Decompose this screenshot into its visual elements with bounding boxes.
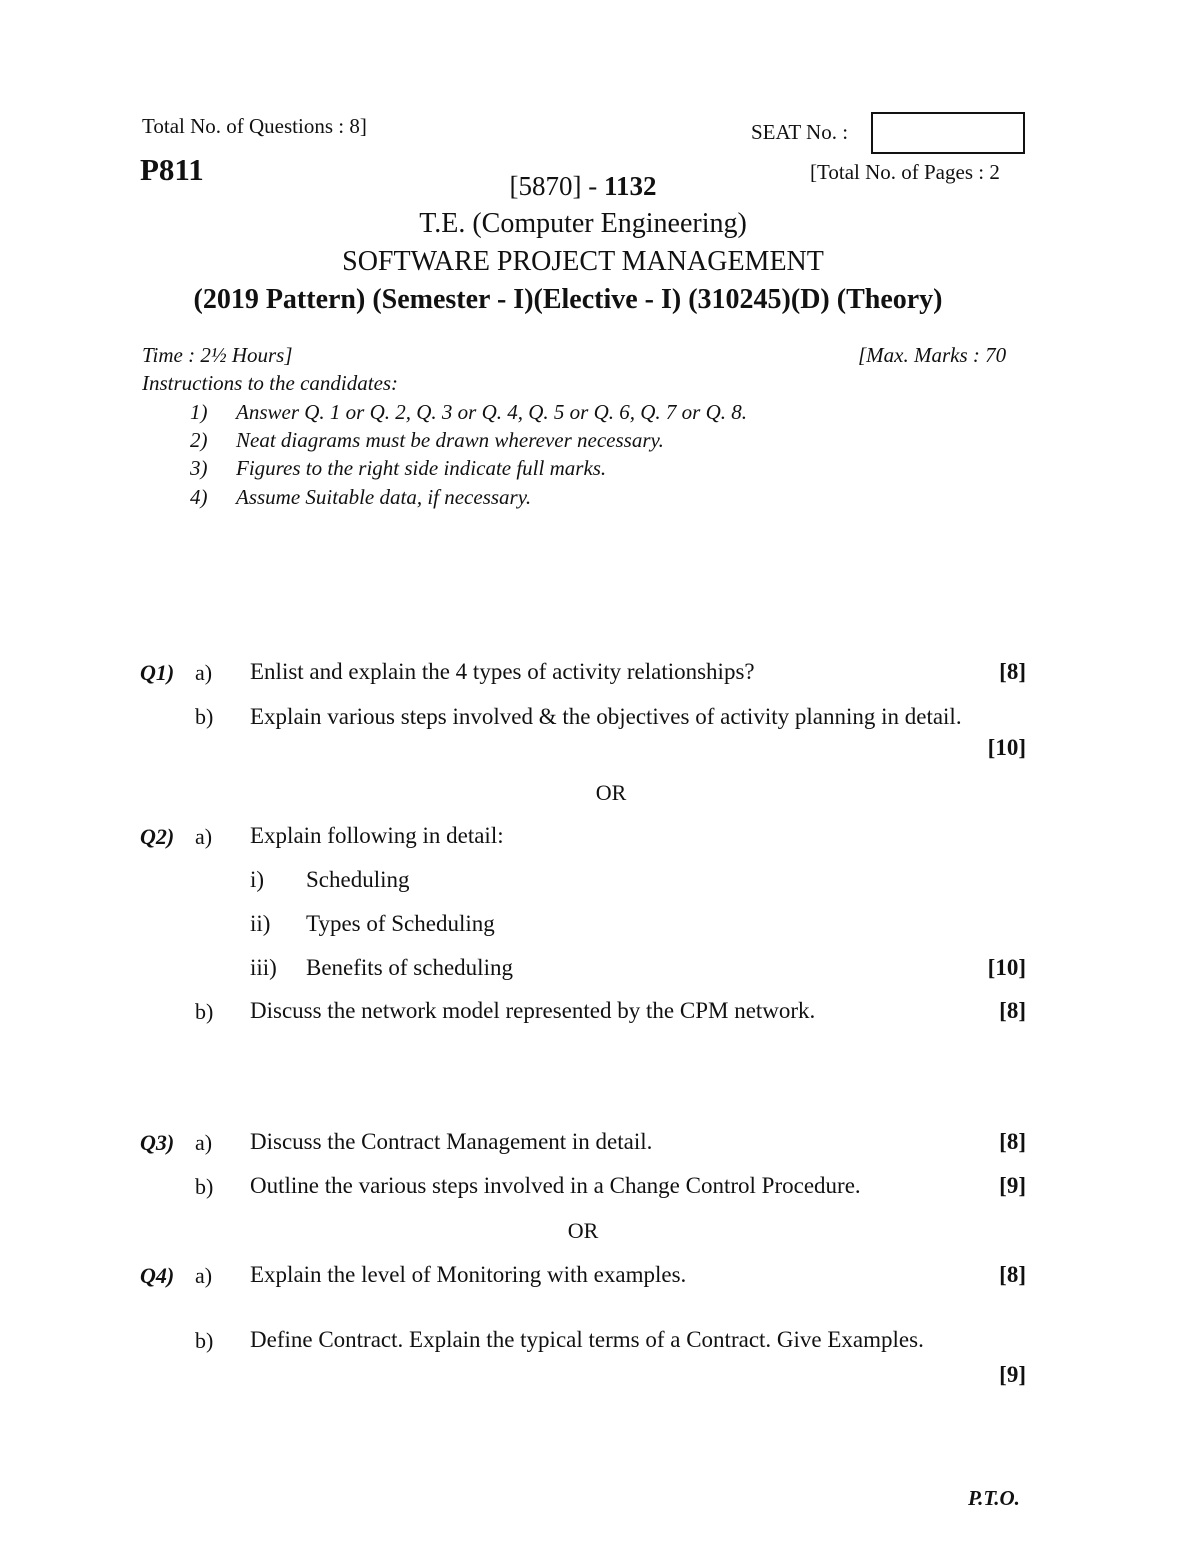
exam-time: Time : 2½ Hours] — [142, 343, 293, 367]
question-number-q1: Q1) — [140, 660, 175, 685]
question-number-q3: Q3) — [140, 1130, 175, 1155]
subject-title: SOFTWARE PROJECT MANAGEMENT — [342, 246, 824, 277]
instruction-number: 2) — [190, 428, 208, 452]
marks-label: [8] — [999, 1129, 1026, 1154]
instructions-heading: Instructions to the candidates: — [142, 371, 399, 395]
max-marks: [Max. Marks : 70 — [858, 343, 1007, 367]
paper-code-b: 1132 — [603, 171, 657, 201]
paper-code — [0, 171, 1166, 202]
please-turn-over: P.T.O. — [968, 1486, 1020, 1510]
total-pages: [Total No. of Pages : 2 — [810, 160, 1000, 184]
part-label: a) — [195, 1130, 213, 1155]
sub-item-text: Benefits of scheduling — [306, 955, 513, 980]
part-label: b) — [195, 999, 214, 1024]
instruction-text: Figures to the right side indicate full marks. — [236, 456, 607, 480]
pattern-line: (2019 Pattern) (Semester - I)(Elective - I) (310245)(D) (Theory) — [193, 284, 943, 315]
instruction-number: 3) — [190, 456, 208, 480]
paper-code-a: [5870] — [509, 171, 582, 201]
marks-label: [9] — [999, 1173, 1026, 1198]
question-text: Discuss the network model represented by the CPM network. — [250, 998, 816, 1023]
paper-code-separator: - — [581, 171, 604, 201]
sub-item-text: Types of Scheduling — [306, 911, 495, 936]
part-label: b) — [195, 704, 214, 729]
marks-label: [8] — [999, 659, 1026, 684]
course-title: T.E. (Computer Engineering) — [419, 208, 747, 239]
marks-label: [8] — [999, 998, 1026, 1023]
instruction-number: 1) — [190, 400, 208, 424]
sub-item-text: Scheduling — [306, 867, 410, 892]
instruction-text: Assume Suitable data, if necessary. — [236, 485, 532, 509]
question-text: Define Contract. Explain the typical terms of a Contract. Give Examples. — [250, 1327, 924, 1352]
or-separator: OR — [595, 780, 627, 805]
part-label: a) — [195, 660, 213, 685]
marks-label: [9] — [999, 1362, 1026, 1387]
part-label: a) — [195, 824, 213, 849]
sub-item-number: iii) — [250, 955, 277, 980]
question-text: Explain various steps involved & the objectives of activity planning in detail. — [250, 704, 962, 729]
question-text: Explain the level of Monitoring with examples. — [250, 1262, 687, 1287]
seat-number-box[interactable] — [871, 112, 1025, 154]
question-number-q4: Q4) — [140, 1263, 175, 1288]
paper-id: P811 — [140, 152, 204, 187]
or-separator: OR — [567, 1218, 599, 1243]
question-text: Explain following in detail: — [250, 823, 504, 848]
question-text: Enlist and explain the 4 types of activity relationships? — [250, 659, 755, 684]
instruction-text: Answer Q. 1 or Q. 2, Q. 3 or Q. 4, Q. 5 or Q. 6, Q. 7 or Q. 8. — [236, 400, 748, 424]
marks-label: [10] — [987, 955, 1026, 980]
part-label: b) — [195, 1174, 214, 1199]
question-text: Outline the various steps involved in a Change Control Procedure. — [250, 1173, 861, 1198]
total-questions: Total No. of Questions : 8] — [142, 114, 367, 138]
instruction-number: 4) — [190, 485, 208, 509]
part-label: a) — [195, 1263, 213, 1288]
part-label: b) — [195, 1328, 214, 1353]
seat-number-label: SEAT No. : — [751, 120, 849, 144]
marks-label: [8] — [999, 1262, 1026, 1287]
question-number-q2: Q2) — [140, 824, 175, 849]
question-text: Discuss the Contract Management in detail. — [250, 1129, 653, 1154]
sub-item-number: ii) — [250, 911, 271, 936]
instruction-text: Neat diagrams must be drawn wherever necessary. — [236, 428, 664, 452]
sub-item-number: i) — [250, 867, 265, 892]
marks-label: [10] — [987, 735, 1026, 760]
